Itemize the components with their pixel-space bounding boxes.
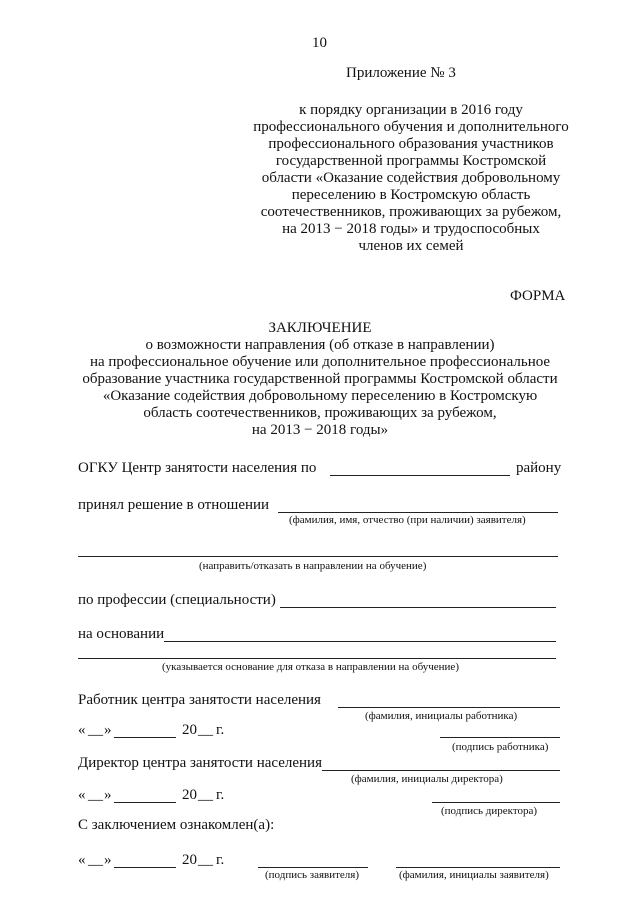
form-label: ФОРМА (510, 288, 566, 304)
basis-field[interactable] (164, 641, 556, 642)
worker-name-field[interactable] (338, 707, 560, 708)
profession-label: по профессии (специальности) (78, 592, 276, 608)
date-close-quote: » (104, 852, 112, 868)
applicant-signature-field[interactable] (258, 867, 368, 868)
appendix-line: профессионального обучения и дополнительного (253, 119, 569, 135)
appendix-line: государственной программы Костромской (275, 153, 547, 169)
district-field[interactable] (330, 475, 510, 476)
director-signature-field[interactable] (432, 802, 560, 803)
date-year-prefix: 20 (182, 722, 197, 738)
applicant-name-field[interactable] (278, 512, 558, 513)
date-year-suffix: г. (216, 852, 225, 868)
date-day-field[interactable]: __ (88, 787, 103, 803)
date-year-prefix: 20 (182, 852, 197, 868)
appendix-line: к порядку организации в 2016 году (299, 102, 523, 118)
date-month-field[interactable] (114, 867, 176, 868)
date-close-quote: » (104, 787, 112, 803)
date-open-quote: « (78, 787, 86, 803)
subtitle-line: о возможности направления (об отказе в направлении) (145, 337, 495, 353)
appendix-line: профессионального образования участников (268, 136, 554, 152)
basis-label: на основании (78, 626, 165, 642)
basis-hint: (указывается основание для отказа в направлении на обучение) (162, 661, 459, 673)
date-close-quote: » (104, 722, 112, 738)
appendix-line: переселению в Костромскую область (291, 187, 531, 203)
worker-label: Работник центра занятости населения (78, 692, 321, 708)
date-year-suffix: г. (216, 722, 225, 738)
applicant-initials-field[interactable] (396, 867, 560, 868)
date-year-field[interactable]: __ (198, 852, 213, 868)
subtitle-line: образование участника государственной программы Костромской области (82, 371, 558, 387)
subtitle-line: на 2013 − 2018 годы» (251, 422, 389, 438)
appendix-line: членов их семей (358, 238, 464, 254)
applicant-name-hint: (фамилия, имя, отчество (при наличии) заявителя) (289, 514, 526, 526)
date-year-field[interactable]: __ (198, 722, 213, 738)
director-name-hint: (фамилия, инициалы директора) (351, 773, 503, 785)
director-signature-hint: (подпись директора) (441, 805, 538, 817)
basis-field-continued[interactable] (78, 658, 556, 659)
subtitle-line: на профессиональное обучение или дополнительное профессиональное (89, 354, 551, 370)
document-title: ЗАКЛЮЧЕНИЕ (268, 320, 372, 336)
decision-label: принял решение в отношении (78, 497, 270, 513)
date-year-field[interactable]: __ (198, 787, 213, 803)
center-label: ОГКУ Центр занятости населения по (78, 460, 317, 476)
worker-signature-field[interactable] (440, 737, 560, 738)
subtitle-line: область соотечественников, проживающих за рубежом, (143, 405, 497, 421)
director-name-field[interactable] (322, 770, 560, 771)
applicant-initials-hint: (фамилия, инициалы заявителя) (399, 869, 549, 881)
worker-signature-hint: (подпись работника) (452, 741, 549, 753)
direction-hint: (направить/отказать в направлении на обучение) (199, 560, 427, 572)
date-day-field[interactable]: __ (88, 722, 103, 738)
date-year-prefix: 20 (182, 787, 197, 803)
district-suffix: району (516, 460, 562, 476)
profession-field[interactable] (280, 607, 556, 608)
date-year-suffix: г. (216, 787, 225, 803)
direction-field[interactable] (78, 556, 558, 557)
acquainted-label: С заключением ознакомлен(а): (78, 817, 275, 833)
date-month-field[interactable] (114, 802, 176, 803)
date-open-quote: « (78, 852, 86, 868)
appendix-title: Приложение № 3 (346, 65, 456, 81)
date-month-field[interactable] (114, 737, 176, 738)
worker-name-hint: (фамилия, инициалы работника) (365, 710, 518, 722)
appendix-line: соотечественников, проживающих за рубежом, (260, 204, 562, 220)
director-label: Директор центра занятости населения (78, 755, 322, 771)
applicant-signature-hint: (подпись заявителя) (265, 869, 360, 881)
page-number: 10 (312, 35, 327, 51)
appendix-line: на 2013 − 2018 годы» и трудоспособных (282, 221, 540, 237)
date-day-field[interactable]: __ (88, 852, 103, 868)
subtitle-line: «Оказание содействия добровольному переселению в Костромскую (102, 388, 538, 404)
appendix-line: области «Оказание содействия добровольному (261, 170, 561, 186)
date-open-quote: « (78, 722, 86, 738)
